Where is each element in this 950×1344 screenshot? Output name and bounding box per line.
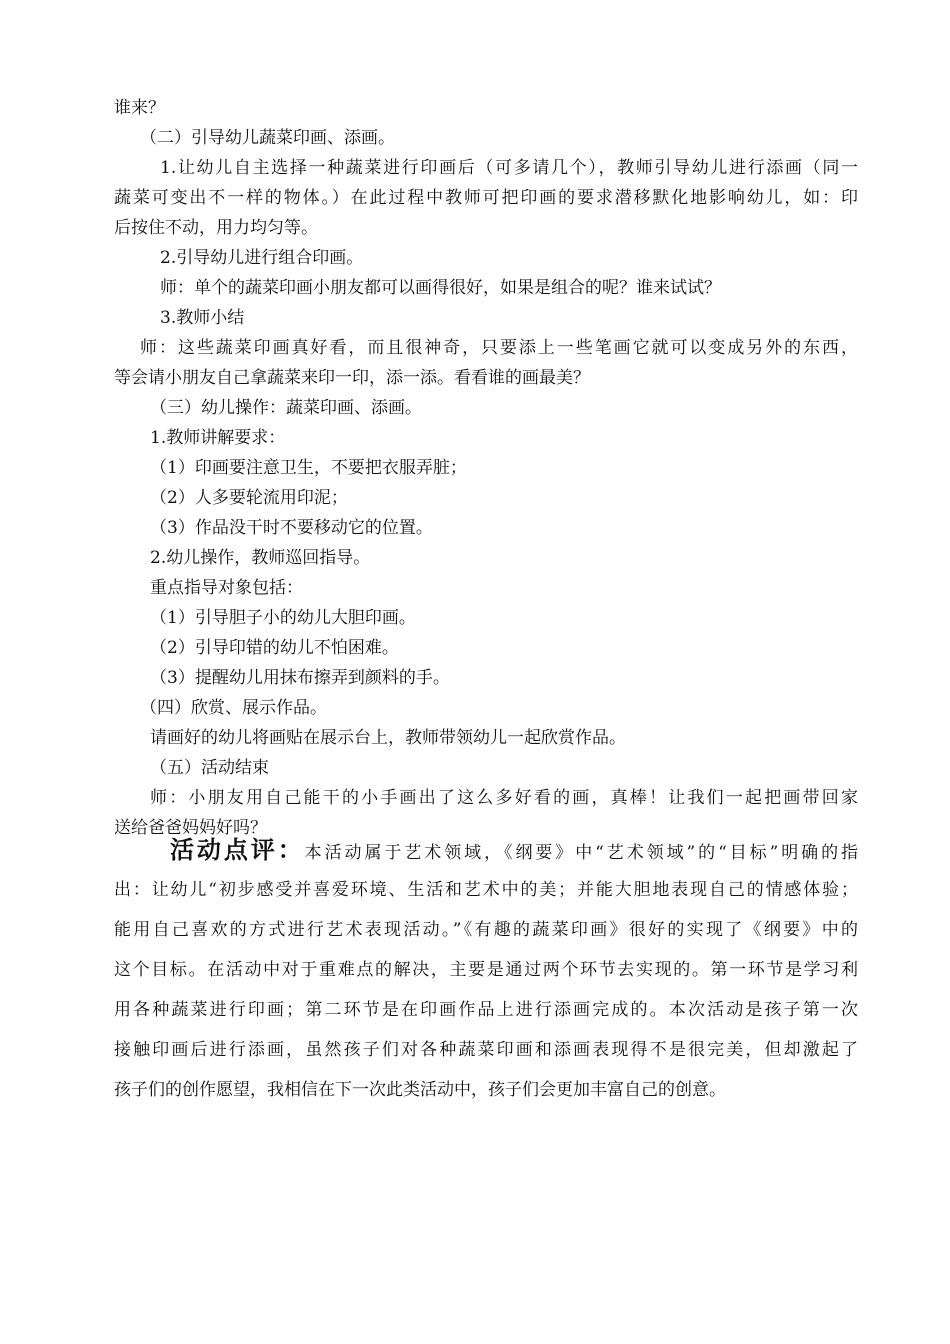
review-first-text: 本活动属于艺术领域，《纲要》中“艺术领域”的“目标”明确的指: [304, 843, 859, 863]
text-line: 谁来？: [114, 98, 165, 118]
review-line: 用各种蔬菜进行印画；第二环节是在印画作品上进行添画完成的。本次活动是孩子第一次: [114, 1000, 858, 1020]
text-line: 后按住不动，用力均匀等。: [114, 218, 318, 238]
list-item: （2）引导印错的幼儿不怕困难。: [150, 638, 399, 658]
review-line: 出：让幼儿“初步感受并喜爱环境、生活和艺术中的美；并能大胆地表现自己的情感体验；: [114, 880, 858, 900]
review-line: 这个目标。在活动中对于重难点的解决，主要是通过两个环节去实现的。第一环节是学习利: [114, 960, 858, 980]
review-line: 能用自己喜欢的方式进行艺术表现活动。”《有趣的蔬菜印画》很好的实现了《纲要》中的: [114, 920, 858, 940]
section-heading: （二）引导幼儿蔬菜印画、添画。: [140, 128, 395, 148]
text-line: 2.引导幼儿进行组合印画。: [160, 248, 364, 268]
text-line: 重点指导对象包括：: [150, 578, 303, 598]
section-heading: （四）欣赏、展示作品。: [140, 698, 327, 718]
text-line: 2.幼儿操作，教师巡回指导。: [150, 548, 371, 568]
text-line: 3.教师小结: [160, 308, 245, 328]
text-line: 等会请小朋友自己拿蔬菜来印一印，添一添。看看谁的画最美？: [114, 368, 590, 388]
text-line: 师：单个的蔬菜印画小朋友都可以画得很好，如果是组合的呢？谁来试试？: [160, 278, 721, 298]
section-heading: （三）幼儿操作：蔬菜印画、添画。: [150, 398, 422, 418]
text-line: 师：小朋友用自己能干的小手画出了这么多好看的画，真棒！让我们一起把画带回家: [150, 788, 858, 808]
review-heading: 活动点评：: [170, 836, 305, 864]
list-item: （2）人多要轮流用印泥；: [150, 488, 348, 508]
text-line: 1.教师讲解要求：: [150, 428, 286, 448]
text-line: 请画好的幼儿将画贴在展示台上，教师带领幼儿一起欣赏作品。: [150, 728, 626, 748]
review-line: 接触印画后进行添画，虽然孩子们对各种蔬菜印画和添画表现得不是很完美，但却激起了: [114, 1040, 858, 1060]
text-line: 蔬菜可变出不一样的物体。）在此过程中教师可把印画的要求潜移默化地影响幼儿，如：印: [114, 188, 858, 208]
text-line: 师：这些蔬菜印画真好看，而且很神奇，只要添上一些笔画它就可以变成另外的东西，: [140, 338, 858, 358]
text-line: 送给爸爸妈妈好吗？: [114, 818, 267, 838]
section-heading: （五）活动结束: [150, 758, 269, 778]
text-line: 1.让幼儿自主选择一种蔬菜进行印画后（可多请几个），教师引导幼儿进行添画（同一: [160, 158, 858, 178]
list-item: （1）引导胆子小的幼儿大胆印画。: [150, 608, 416, 628]
list-item: （3）作品没干时不要移动它的位置。: [150, 518, 433, 538]
list-item: （1）印画要注意卫生，不要把衣服弄脏；: [150, 458, 467, 478]
review-first-line: [170, 834, 858, 866]
list-item: （3）提醒幼儿用抹布擦弄到颜料的手。: [150, 668, 450, 688]
review-line: 孩子们的创作愿望，我相信在下一次此类活动中，孩子们会更加丰富自己的创意。: [114, 1080, 726, 1100]
